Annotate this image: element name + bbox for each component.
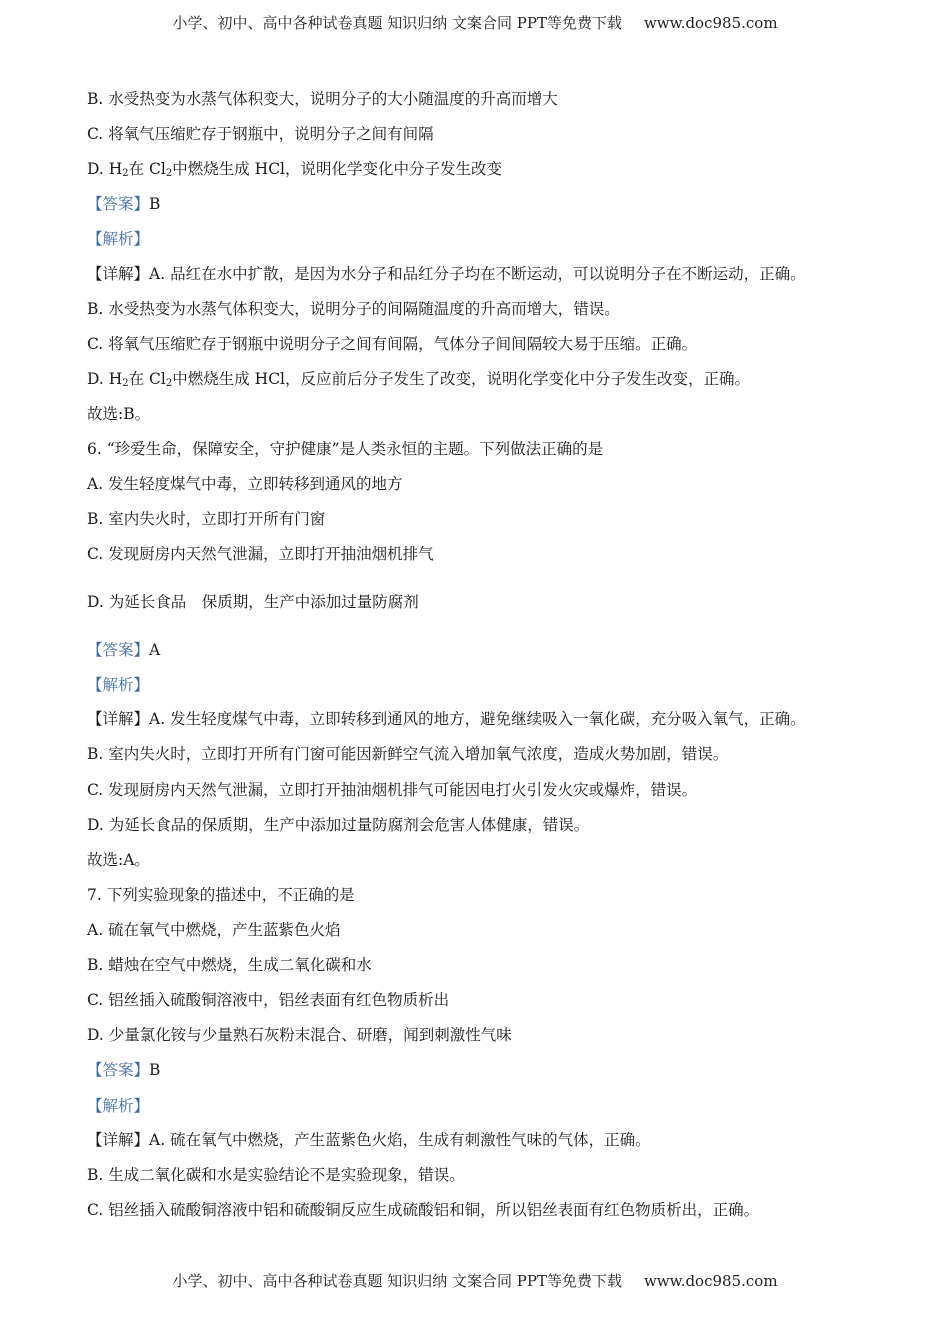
q6-option-c: C. 发现厨房内天然气泄漏，立即打开抽油烟机排气: [87, 545, 434, 563]
q6-option-b: B. 室内失火时，立即打开所有门窗: [87, 510, 326, 528]
q6-option-a: A. 发生轻度煤气中毒，立即转移到通风的地方: [87, 475, 403, 493]
q7-option-b: B. 蜡烛在空气中燃烧，生成二氧化碳和水: [87, 956, 372, 974]
answer-tag: 【答案】: [87, 1061, 150, 1079]
page-header: [0, 12, 950, 33]
footer-url[interactable]: www.doc985.com: [643, 1272, 778, 1290]
answer-tag: 【答案】: [87, 641, 150, 659]
answer-tag: 【答案】: [87, 195, 150, 213]
q6-option-d: D. 为延长食品 保质期，生产中添加过量防腐剂: [87, 593, 419, 611]
footer-text: 小学、初中、高中各种试卷真题 知识归纳 文案合同 PPT等免费下载: [172, 1272, 622, 1290]
q6-conclusion: 故选:A。: [87, 851, 150, 869]
header-url[interactable]: www.doc985.com: [643, 14, 778, 32]
q5-answer: 【答案】B: [87, 195, 161, 213]
q6-answer: 【答案】A: [87, 641, 161, 659]
q6-detail-a: 【详解】A. 发生轻度煤气中毒，立即转移到通风的地方，避免继续吸入一氧化碳，充分吸入氧气，正确。: [87, 710, 806, 728]
q5-option-d: D. $H_2$在 $Cl_2$中燃烧生成 HCl，说明化学变化中分子发生改变: [87, 160, 503, 179]
detail-tag: 【详解】: [87, 265, 150, 283]
header-text: 小学、初中、高中各种试卷真题 知识归纳 文案合同 PPT等免费下载: [172, 14, 622, 32]
q7-stem: 7. 下列实验现象的描述中，不正确的是: [87, 886, 355, 904]
q5-detail-b: B. 水受热变为水蒸气体积变大，说明分子的间隔随温度的升高而增大，错误。: [87, 300, 620, 318]
q7-detail-a: 【详解】A. 硫在氧气中燃烧，产生蓝紫色火焰，生成有刺激性气味的气体，正确。: [87, 1131, 651, 1149]
q7-detail-c: C. 铝丝插入硫酸铜溶液中铝和硫酸铜反应生成硫酸铝和铜，所以铝丝表面有红色物质析出，正确。: [87, 1201, 760, 1219]
q5-option-b: B. 水受热变为水蒸气体积变大，说明分子的大小随温度的升高而增大: [87, 90, 558, 108]
q6-detail-d: D. 为延长食品的保质期，生产中添加过量防腐剂会危害人体健康，错误。: [87, 816, 590, 834]
q6-detail-c: C. 发现厨房内天然气泄漏，立即打开抽油烟机排气可能因电打火引发火灾或爆炸，错误。: [87, 781, 698, 799]
q6-analysis-tag: 【解析】: [87, 676, 150, 694]
q5-option-c: C. 将氧气压缩贮存于钢瓶中，说明分子之间有间隔: [87, 125, 434, 143]
q7-option-d: D. 少量氯化铵与少量熟石灰粉末混合、研磨，闻到刺激性气味: [87, 1026, 512, 1044]
q7-option-a: A. 硫在氧气中燃烧，产生蓝紫色火焰: [87, 921, 341, 939]
q6-detail-b: B. 室内失火时，立即打开所有门窗可能因新鲜空气流入增加氧气浓度，造成火势加剧，错误。: [87, 745, 729, 763]
q7-detail-b: B. 生成二氧化碳和水是实验结论不是实验现象，错误。: [87, 1166, 465, 1184]
page-footer: [0, 1270, 950, 1291]
q5-detail-d: D. $H_2$在 $Cl_2$中燃烧生成 HCl，反应前后分子发生了改变，说明化学变化中分子发生改变，正确。: [87, 370, 751, 389]
detail-tag: 【详解】: [87, 1131, 150, 1149]
q7-analysis-tag: 【解析】: [87, 1097, 150, 1115]
q7-option-c: C. 铝丝插入硫酸铜溶液中，铝丝表面有红色物质析出: [87, 991, 450, 1009]
q6-stem: 6. “珍爱生命，保障安全，守护健康”是人类永恒的主题。下列做法正确的是: [87, 440, 604, 458]
q5-conclusion: 故选:B。: [87, 405, 151, 423]
q5-detail-c: C. 将氧气压缩贮存于钢瓶中说明分子之间有间隔，气体分子间间隔较大易于压缩。正确。: [87, 335, 698, 353]
q7-answer: 【答案】B: [87, 1061, 161, 1079]
detail-tag: 【详解】: [87, 710, 150, 728]
q5-detail-a: 【详解】A. 品红在水中扩散，是因为水分子和品红分子均在不断运动，可以说明分子在不断运动，正确。: [87, 265, 806, 283]
q5-analysis-tag: 【解析】: [87, 230, 150, 248]
